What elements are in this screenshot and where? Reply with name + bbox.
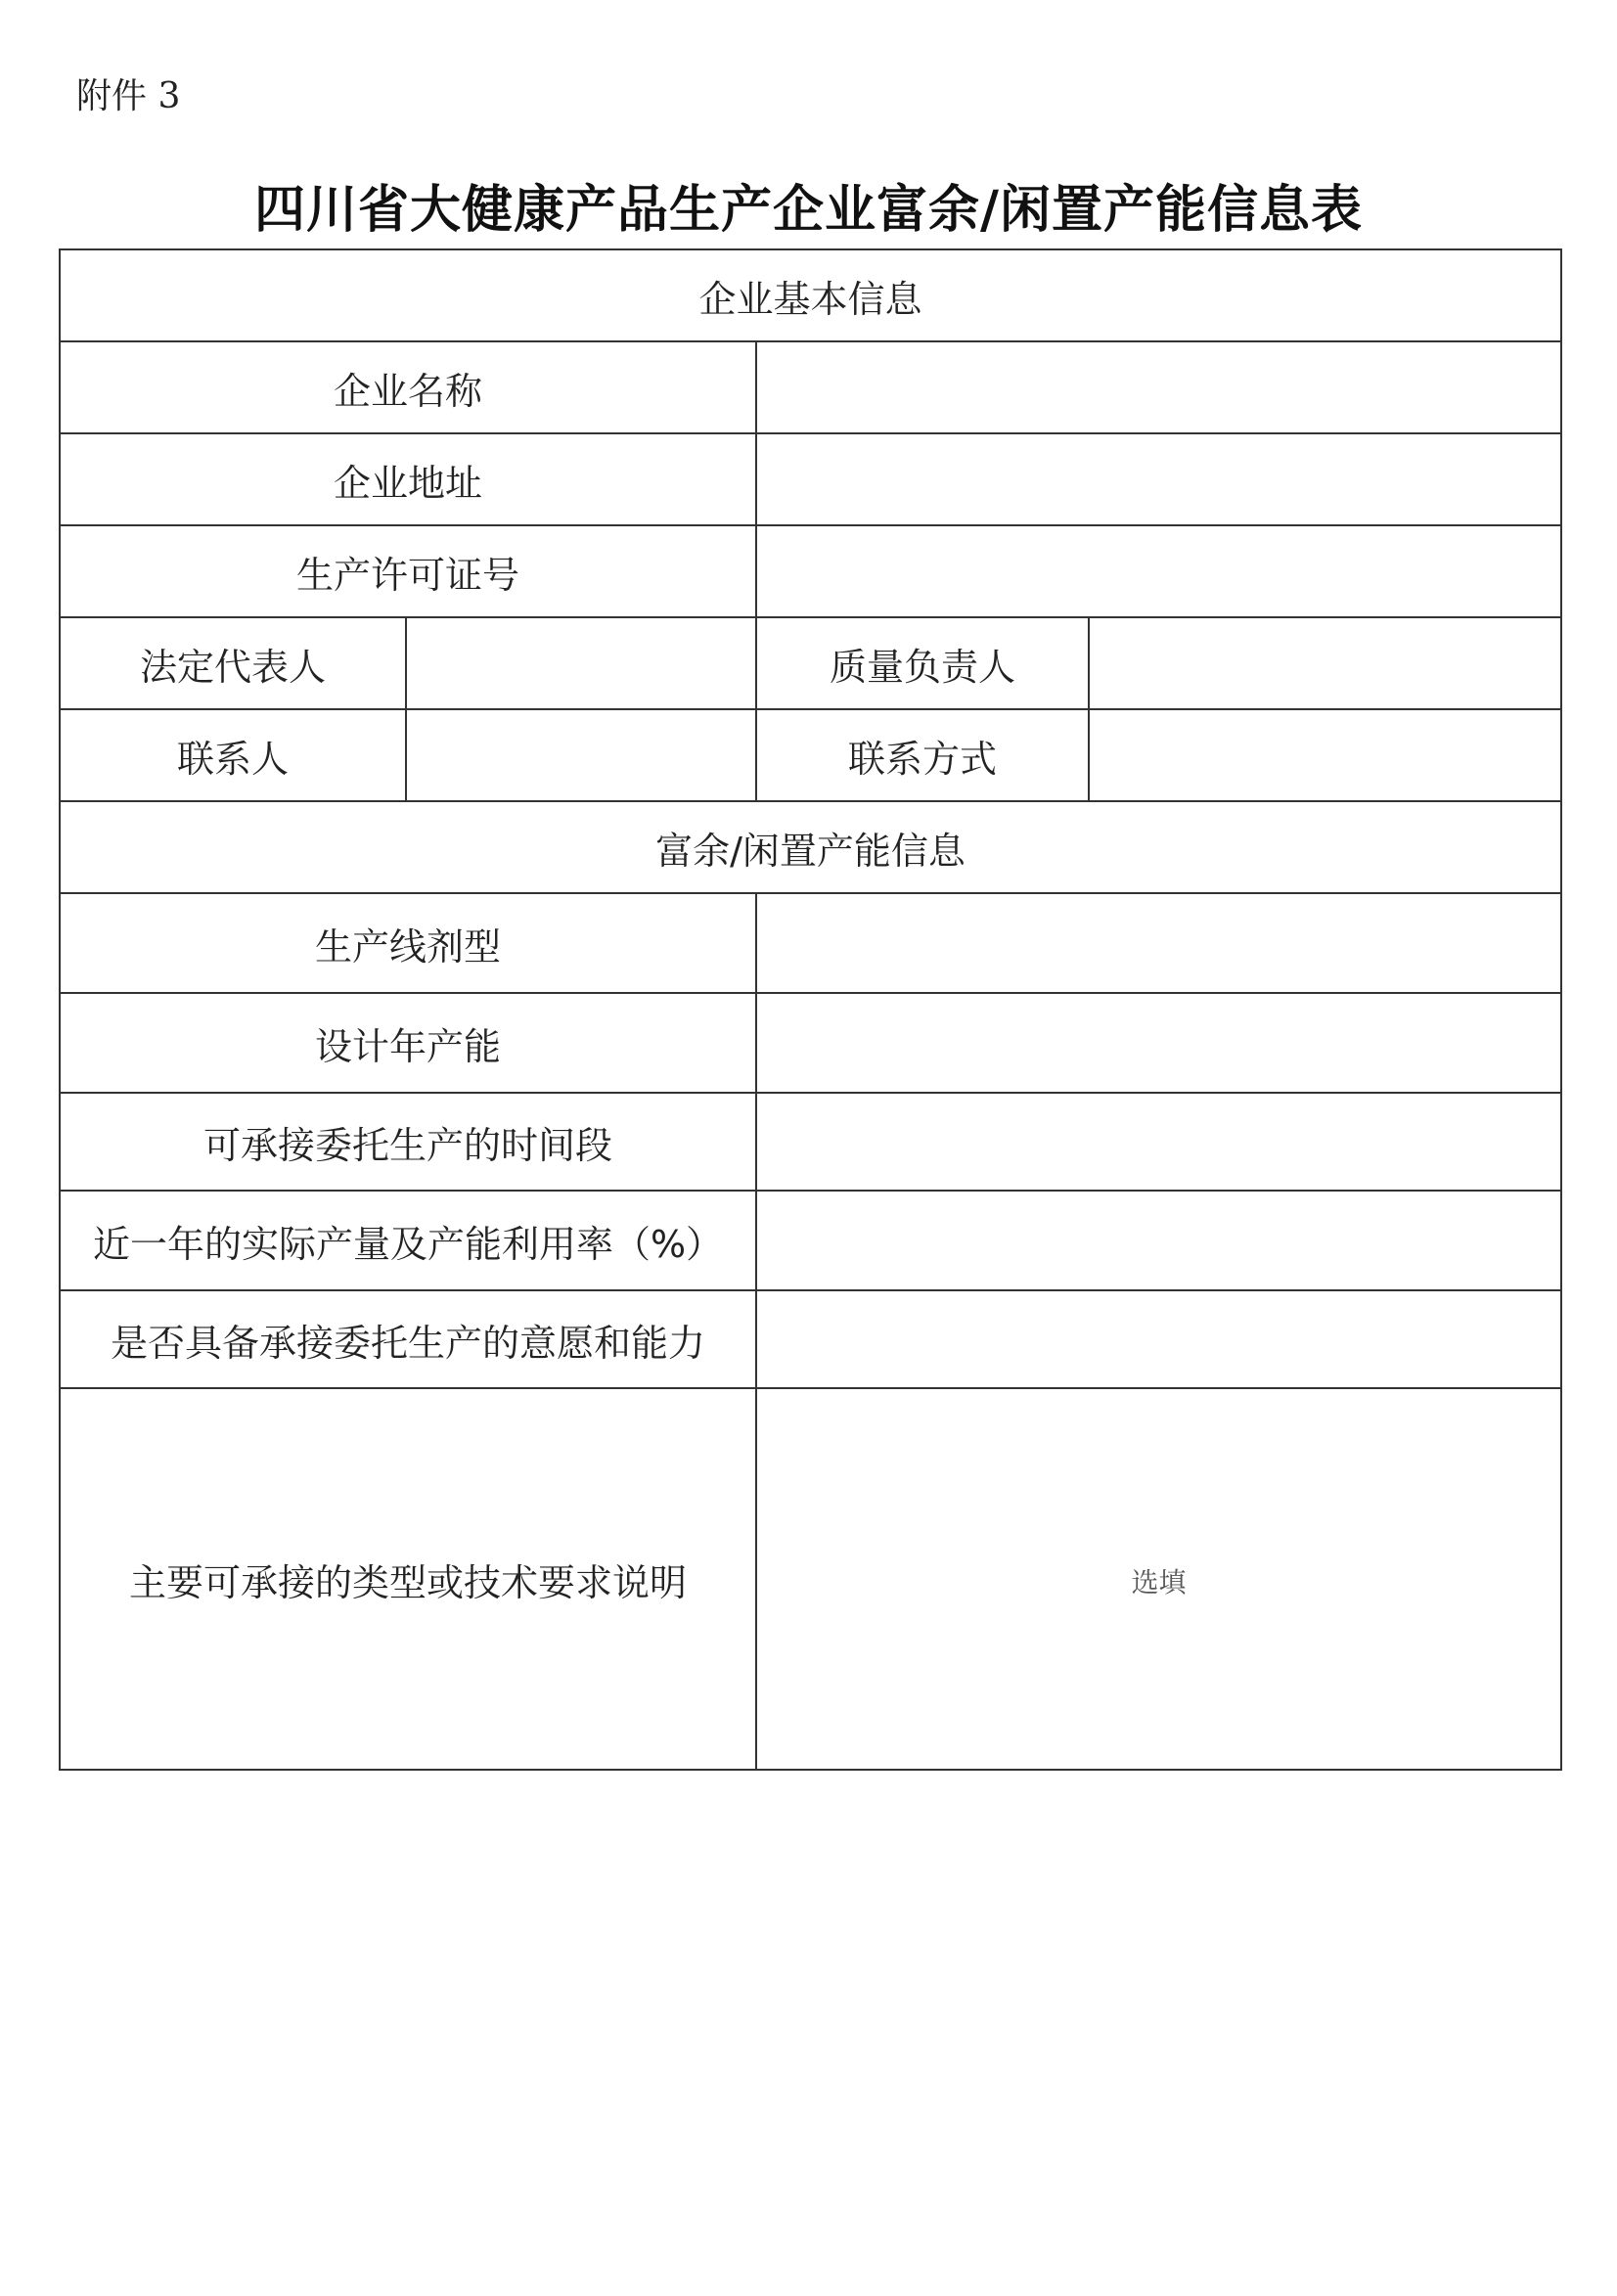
field-label-contact-person: 联系人 bbox=[60, 709, 406, 801]
main-types-field[interactable] bbox=[756, 1388, 1561, 1770]
form-row-entrust-period bbox=[60, 1093, 1561, 1191]
form-row-company-name bbox=[60, 341, 1561, 433]
field-label-company-name: 企业名称 bbox=[60, 341, 756, 433]
section-heading-basic-info: 企业基本信息 bbox=[60, 249, 1561, 341]
form-row-line-dosage-form bbox=[60, 893, 1561, 993]
section-row-basic-info bbox=[60, 249, 1561, 341]
quality-manager-field[interactable] bbox=[1089, 617, 1561, 709]
field-label-design-capacity: 设计年产能 bbox=[60, 993, 756, 1093]
info-form-table bbox=[59, 248, 1562, 1771]
contact-person-field[interactable] bbox=[406, 709, 756, 801]
design-capacity-field[interactable] bbox=[756, 993, 1561, 1093]
entrust-period-field[interactable] bbox=[756, 1093, 1561, 1191]
form-row-design-capacity bbox=[60, 993, 1561, 1093]
contact-method-field[interactable] bbox=[1089, 709, 1561, 801]
optional-hint: 选填 bbox=[1131, 1566, 1187, 1598]
form-row-license-no bbox=[60, 525, 1561, 617]
form-row-company-address bbox=[60, 433, 1561, 525]
company-address-field[interactable] bbox=[756, 433, 1561, 525]
field-label-quality-manager: 质量负责人 bbox=[756, 617, 1089, 709]
legal-rep-field[interactable] bbox=[406, 617, 756, 709]
field-label-legal-rep: 法定代表人 bbox=[60, 617, 406, 709]
field-label-line-dosage-form: 生产线剂型 bbox=[60, 893, 756, 993]
form-row-willingness bbox=[60, 1290, 1561, 1388]
license-no-field[interactable] bbox=[756, 525, 1561, 617]
field-label-license-no: 生产许可证号 bbox=[60, 525, 756, 617]
field-label-actual-output: 近一年的实际产量及产能利用率（%） bbox=[60, 1191, 756, 1290]
attachment-label: 附件 3 bbox=[76, 76, 181, 116]
form-row-main-types bbox=[60, 1388, 1561, 1770]
line-dosage-form-field[interactable] bbox=[756, 893, 1561, 993]
willingness-field[interactable] bbox=[756, 1290, 1561, 1388]
field-label-company-address: 企业地址 bbox=[60, 433, 756, 525]
page-title: 四川省大健康产品生产企业富余/闲置产能信息表 bbox=[254, 180, 1363, 240]
form-row-actual-output bbox=[60, 1191, 1561, 1290]
company-name-field[interactable] bbox=[756, 341, 1561, 433]
section-heading-capacity-info: 富余/闲置产能信息 bbox=[60, 801, 1561, 893]
field-label-main-types: 主要可承接的类型或技术要求说明 bbox=[60, 1388, 756, 1770]
field-label-willingness: 是否具备承接委托生产的意愿和能力 bbox=[60, 1290, 756, 1388]
form-row-legal-rep-quality-manager bbox=[60, 617, 1561, 709]
field-label-contact-method: 联系方式 bbox=[756, 709, 1089, 801]
form-row-contact bbox=[60, 709, 1561, 801]
actual-output-field[interactable] bbox=[756, 1191, 1561, 1290]
field-label-entrust-period: 可承接委托生产的时间段 bbox=[60, 1093, 756, 1191]
section-row-capacity-info bbox=[60, 801, 1561, 893]
